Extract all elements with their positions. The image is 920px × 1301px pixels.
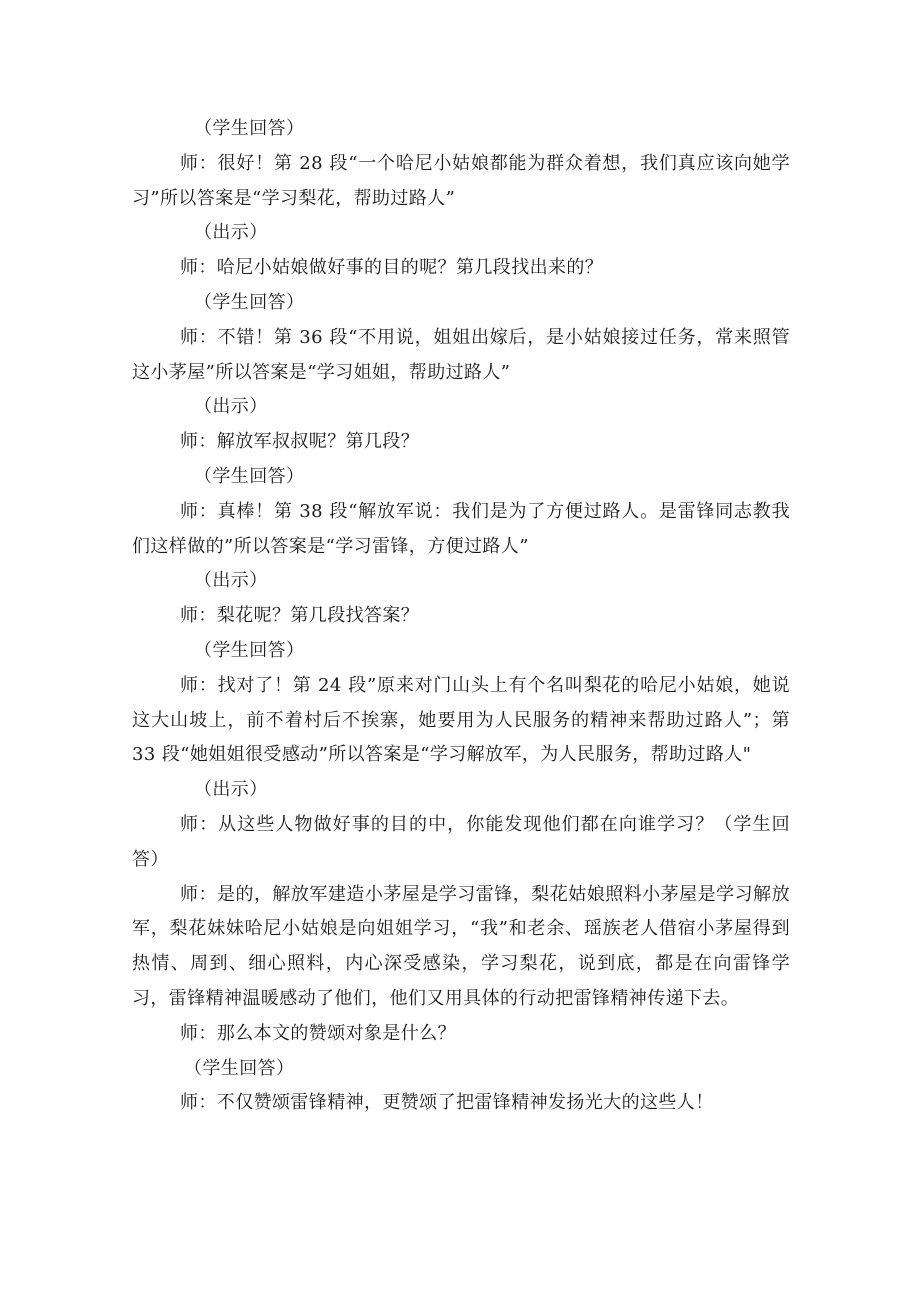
teacher-line: 师：那么本文的赞颂对象是什么？ (180, 1022, 456, 1044)
student-answer-note: （学生回答） (194, 465, 305, 487)
student-answer-note: （学生回答） (194, 291, 305, 313)
student-answer-note: （学生回答） (184, 1057, 295, 1079)
show-note: （出示） (194, 222, 268, 244)
teacher-line: 师：真棒！第 38 段“解放军说：我们是为了方便过路人。是雷锋同志教我们这样做的”所以答案是“学习雷锋，方便过路人” (132, 500, 790, 557)
teacher-line: 师：不错！第 36 段“不用说，姐姐出嫁后，是小姑娘接过任务，常来照管这小茅屋”所以答案是“学习姐姐，帮助过路人” (132, 326, 790, 383)
teacher-line: 师：梨花呢？第几段找答案？ (180, 605, 420, 627)
show-note: （出示） (194, 396, 268, 418)
teacher-line: 师：解放军叔叔呢？第几段？ (180, 431, 420, 453)
teacher-line: 师：找对了！第 24 段”原来对门山头上有个名叫梨花的哈尼小姑娘，她说这大山坡上，前不着村后不挨寨，她要用为人民服务的精神来帮助过路人”；第 33 段“她姐姐很受感动”所以答案是“学习解放军，为人民服务，帮助过路人" (132, 674, 790, 766)
teacher-line: 师：从这些人物做好事的目的中，你能发现他们都在向谁学习？（学生回答） (132, 813, 790, 870)
teacher-line-text: 师：很好！第 28 段“一个哈尼小姑娘都能为群众着想，我们真应该向她学习”所以答案是“学习梨花，帮助过路人” (132, 152, 790, 209)
teacher-line: 师：不仅赞颂雷锋精神，更赞颂了把雷锋精神发扬光大的这些人！ (180, 1092, 714, 1114)
teacher-line: 师：哈尼小姑娘做好事的目的呢？第几段找出来的？ (180, 257, 604, 279)
show-note: （出示） (194, 570, 268, 592)
student-answer-note: （学生回答） (194, 639, 305, 661)
student-answer-note: （学生回答） (194, 118, 305, 139)
document-body (132, 112, 790, 1121)
teacher-line: 师：是的，解放军建造小茅屋是学习雷锋，梨花姑娘照料小茅屋是学习解放军，梨花妹妹哈尼小姑娘是向姐姐学习，“我”和老余、瑶族老人借宿小茅屋得到热情、周到、细心照料，内心深受感染，学习梨花，说到底，都是在向雷锋学习，雷锋精神温暖感动了他们，他们又用具体的行动把雷锋精神传递下去。 (132, 883, 790, 1009)
teacher-line (132, 147, 790, 217)
show-note: （出示） (194, 779, 268, 801)
